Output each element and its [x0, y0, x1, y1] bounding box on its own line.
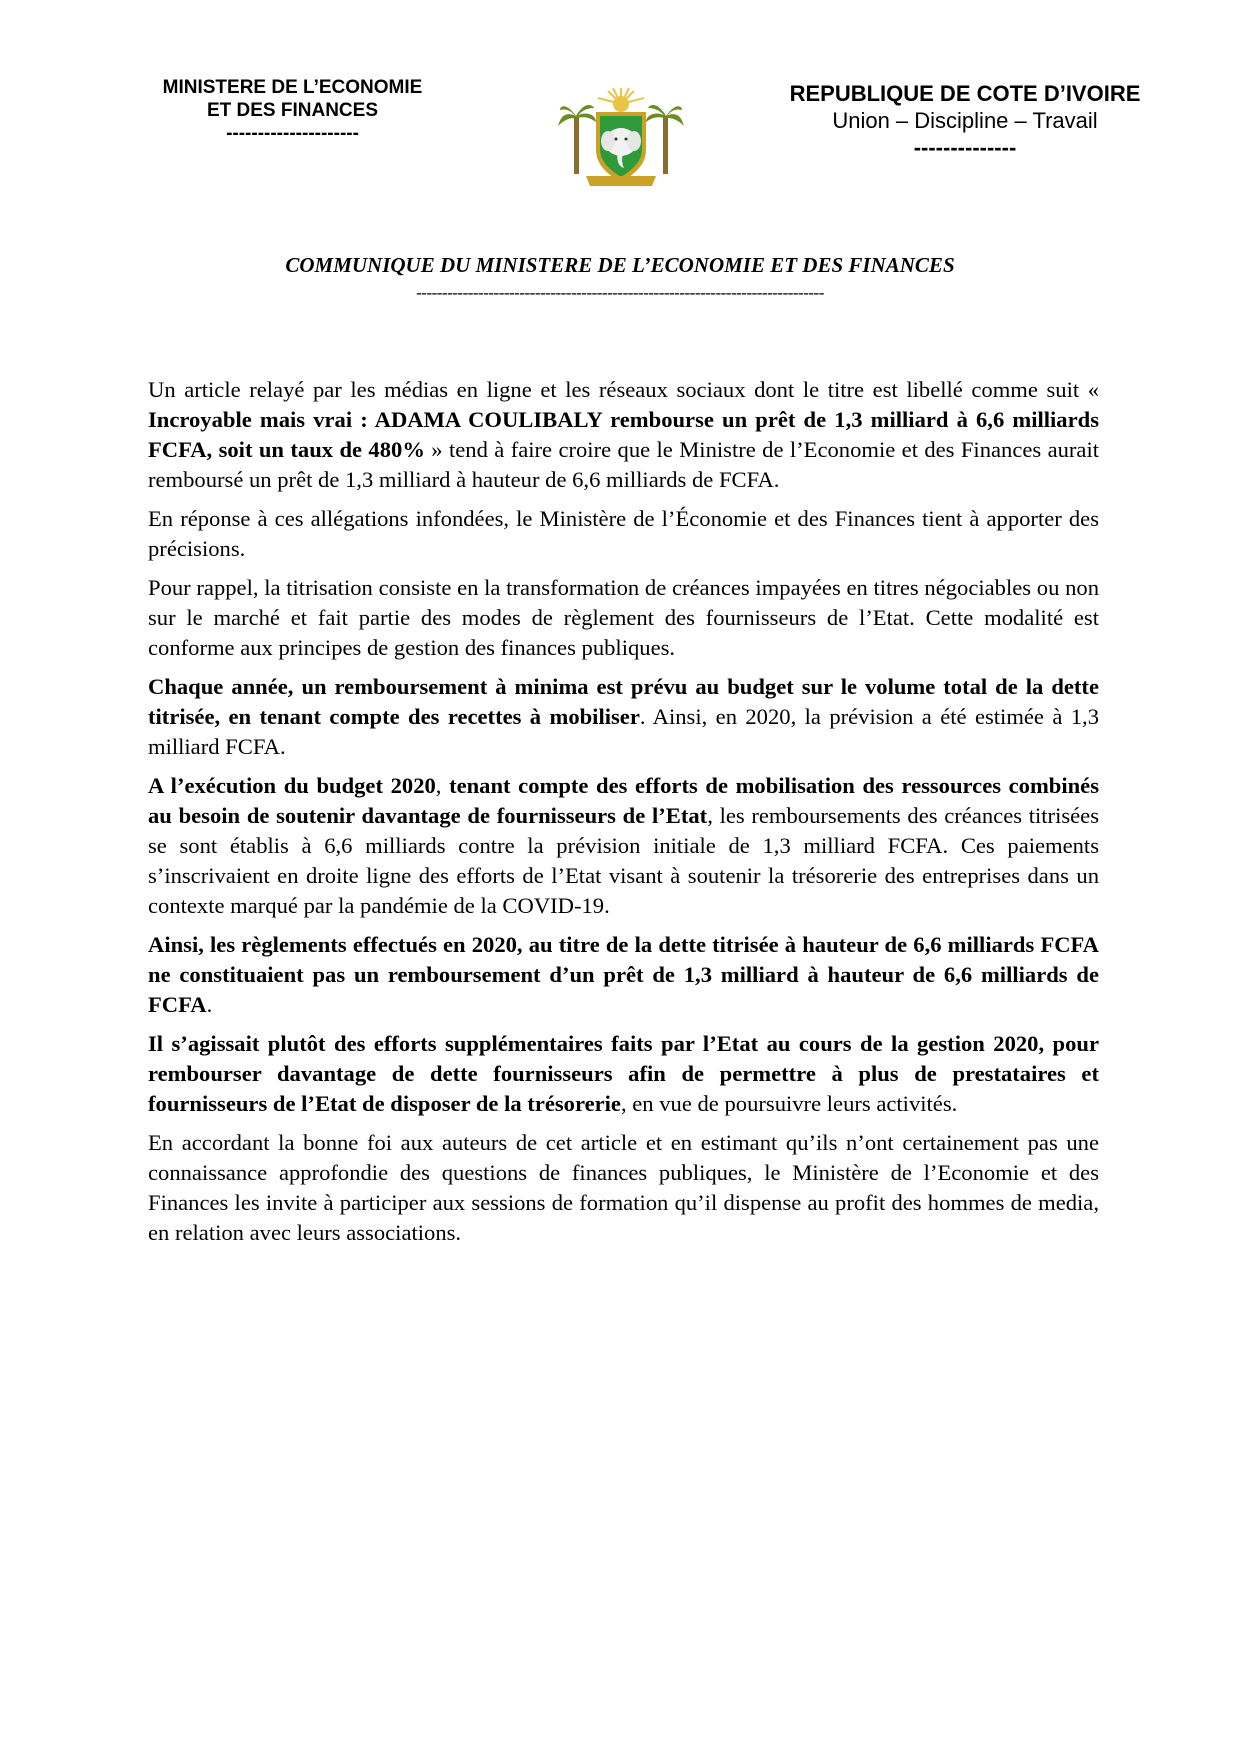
- paragraph: [148, 771, 1099, 921]
- ministry-header: [140, 76, 445, 145]
- paragraph-text: , les remboursements des créances titrisées se sont établis à 6,6 milliards contre la prévision initiale de 1,3 milliard FCFA. Ces paiements s’inscrivaient en droite ligne des efforts de l’Etat visant à soutenir la trésorerie des entreprises dans un contexte marqué par la pandémie de la COVID-19.: [148, 803, 1099, 918]
- paragraph-text: En accordant la bonne foi aux auteurs de cet article et en estimant qu’ils n’ont certainement pas une connaissance approfondie des questions de finances publiques, le Ministère de l’Economie et des Finances les invite à participer aux sessions de formation qu’il dispense au profit des hommes de media, en relation avec leurs associations.: [148, 1130, 1099, 1245]
- paragraph-text: .: [206, 992, 213, 1017]
- country-separator: --------------: [913, 135, 1017, 160]
- ministry-separator: ---------------------: [226, 123, 359, 144]
- ministry-name-line1: MINISTERE DE L’ECONOMIE: [162, 77, 423, 98]
- paragraph: [148, 1128, 1099, 1248]
- paragraph-bold-text: Il s’agissait plutôt des efforts supplémentaires faits par l’Etat au cours de la gestion 2020, pour rembourser davantage de dette fournisseurs afin de permettre à plus de prestataires et fournisseurs de l’Etat de disposer de la trésorerie: [148, 1031, 1099, 1116]
- paragraph-bold-text: A l’exécution du budget 2020: [148, 773, 436, 798]
- paragraph-text: . Ainsi, en 2020, la prévision a été estimée à 1,3 milliard FCFA.: [148, 704, 1100, 759]
- paragraph-bold-text: tenant compte des efforts de mobilisation des ressources combinés au besoin de soutenir davantage de fournisseurs de l’Etat: [148, 773, 1100, 828]
- paragraph-text: En réponse à ces allégations infondées, le Ministère de l’Économie et des Finances tient à apporter des précisions.: [148, 506, 1099, 561]
- ministry-name-line2: ET DES FINANCES: [206, 100, 379, 121]
- paragraph: [148, 672, 1099, 762]
- paragraph-text: Un article relayé par les médias en ligne et les réseaux sociaux dont le titre est libellé comme suit «: [148, 377, 1099, 402]
- paragraph-text: » tend à faire croire que le Ministre de l’Economie et des Finances aurait remboursé un prêt de 1,3 milliard à hauteur de 6,6 milliards de FCFA.: [148, 437, 1099, 492]
- country-header: [760, 80, 1170, 161]
- national-motto: Union – Discipline – Travail: [832, 108, 1098, 133]
- communique-body: [148, 375, 1099, 1257]
- paragraph: [148, 573, 1099, 663]
- coat-of-arms-icon: [558, 86, 684, 190]
- country-name: REPUBLIQUE DE COTE D’IVOIRE: [789, 81, 1141, 106]
- paragraph-text: Pour rappel, la titrisation consiste en la transformation de créances impayées en titres négociables ou non sur le marché et fait partie des modes de règlement des fournisseurs de l’Etat. Cette modalité est conforme aux principes de gestion des finances publiques.: [148, 575, 1099, 660]
- title-separator: -------------------------------------------------------------------------------: [416, 283, 824, 302]
- paragraph: [148, 375, 1099, 495]
- communique-title-block: [140, 252, 1100, 308]
- paragraph: [148, 504, 1099, 564]
- paragraph-text: , en vue de poursuivre leurs activités.: [620, 1091, 958, 1116]
- paragraph-bold-text: Chaque année, un remboursement à minima est prévu au budget sur le volume total de la dette titrisée, en tenant compte des recettes à mobiliser: [148, 674, 1099, 729]
- paragraph-text: ,: [435, 773, 450, 798]
- paragraph: [148, 930, 1099, 1020]
- article-headline-quote: Incroyable mais vrai : ADAMA COULIBALY rembourse un prêt de 1,3 milliard à 6,6 milliards FCFA, soit un taux de 480%: [148, 407, 1099, 462]
- communique-title: COMMUNIQUE DU MINISTERE DE L’ECONOMIE ET DES FINANCES: [285, 253, 955, 277]
- paragraph: [148, 1029, 1099, 1119]
- paragraph-bold-text: Ainsi, les règlements effectués en 2020, au titre de la dette titrisée à hauteur de 6,6 milliards FCFA ne constituaient pas un remboursement d’un prêt de 1,3 milliard à hauteur de 6,6 milliards de FCFA: [148, 932, 1099, 1017]
